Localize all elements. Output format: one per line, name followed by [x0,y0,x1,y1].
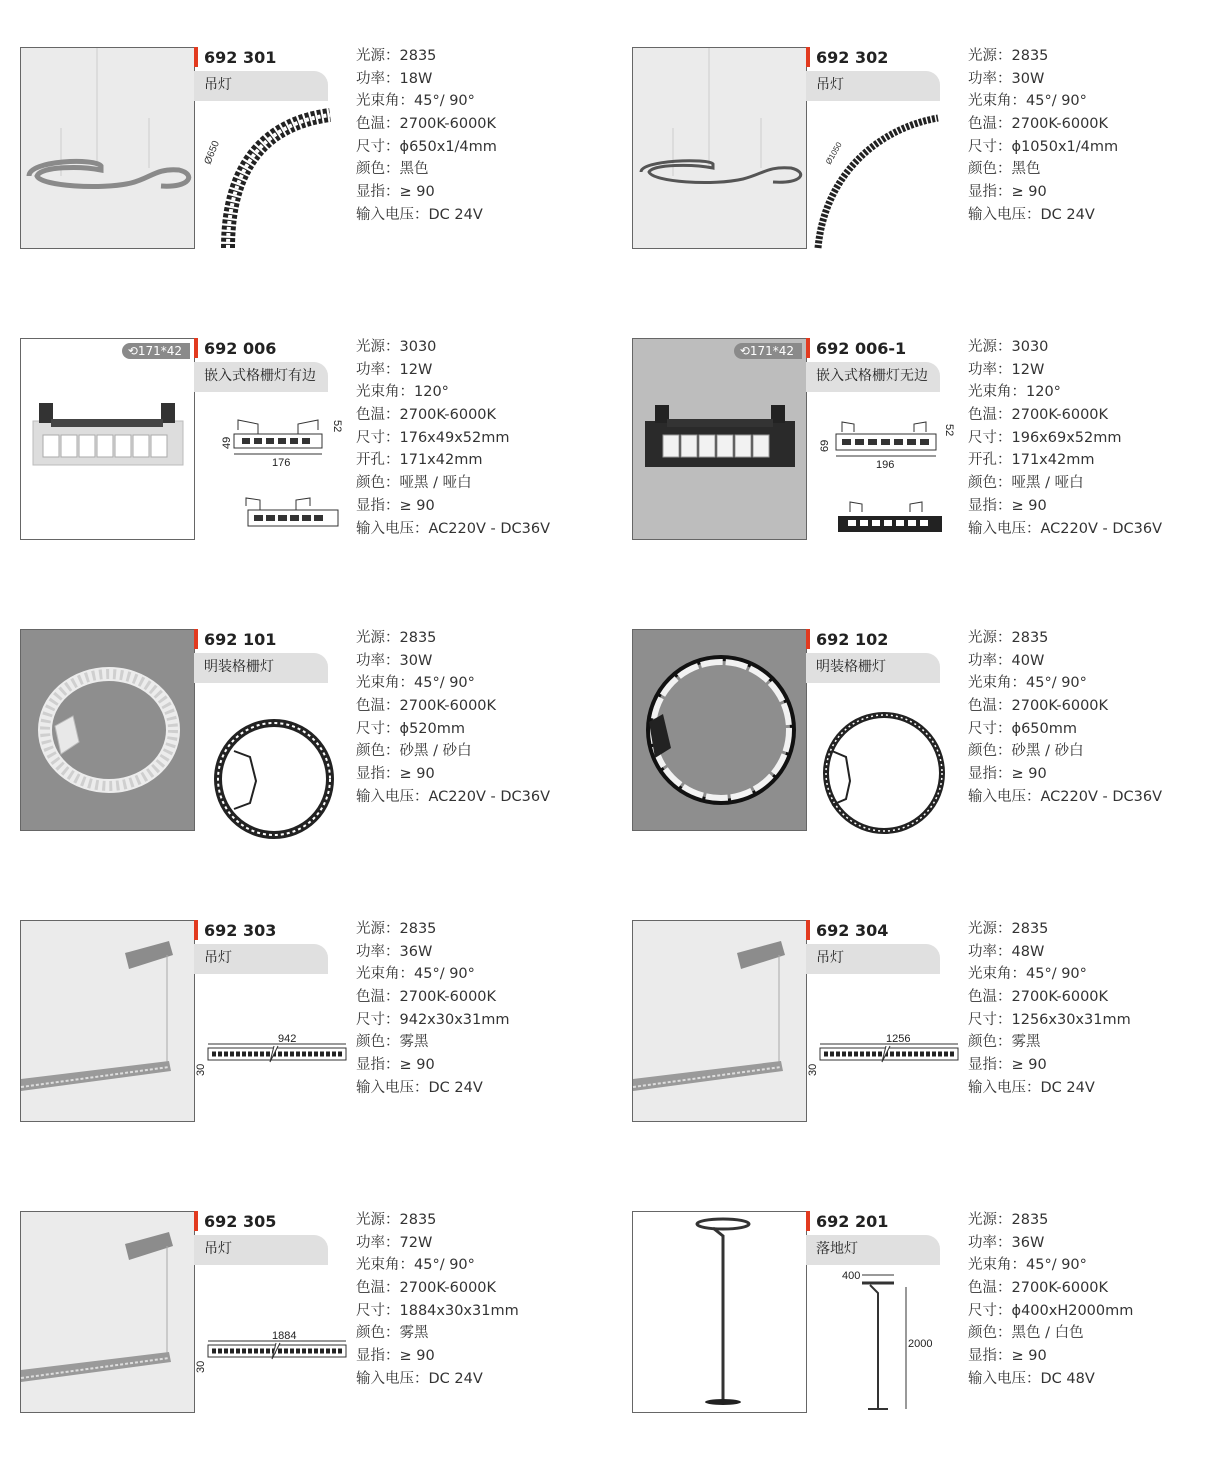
height-label: 49 [221,436,233,449]
spec-cri: 显指：≥ 90 [356,184,435,201]
spec-cri: 显指：≥ 90 [968,1348,1047,1365]
dimension-drawing [198,394,343,543]
spec-power: 功率：30W [356,652,433,669]
height-label: 30 [195,1063,207,1076]
code-marker [194,920,198,940]
spec-color-temp: 色温：2700K-6000K [356,989,497,1006]
spec-cutout: 开孔：171x42mm [968,452,1095,469]
spec-voltage: 输入电压：AC220V - DC36V [968,788,1162,805]
spec-power: 功率：48W [968,943,1045,960]
spec-color-temp: 色温：2700K-6000K [356,116,497,133]
spec-power: 功率：12W [356,361,433,378]
product-code: 692 006-1 [816,339,907,358]
product-code: 692 302 [816,48,889,67]
spec-power: 功率：40W [968,652,1045,669]
spec-voltage: 输入电压：DC 24V [968,206,1095,223]
spec-color: 颜色：雾黑 [968,1034,1041,1051]
product-code: 692 201 [816,1212,889,1231]
spec-light-source: 光源：2835 [968,1212,1049,1228]
spec-power: 功率：72W [356,1234,433,1251]
width-label: 176 [272,457,291,469]
spec-size: 尺寸：196x69x52mm [968,429,1122,446]
code-marker [194,47,198,67]
height-label: 30 [195,1360,207,1373]
product-code: 692 303 [204,921,277,940]
spec-voltage: 输入电压：DC 24V [356,206,483,223]
code-marker [194,338,198,358]
spec-color-temp: 色温：2700K-6000K [968,1280,1109,1297]
spec-beam-angle: 光束角：120° [356,384,449,401]
product-code: 692 006 [204,339,277,358]
depth-label: 52 [331,420,343,433]
spec-power: 功率：12W [968,361,1045,378]
width-label: 400 [842,1270,861,1282]
product-code: 692 102 [816,630,889,649]
spec-light-source: 光源：3030 [356,339,437,355]
cutout-icon: ⟲ [127,344,138,358]
width-label: 1256 [886,1033,911,1045]
spec-color: 颜色：砂黑 / 砂白 [356,743,472,760]
spec-cri: 显指：≥ 90 [968,766,1047,783]
product-code: 692 305 [204,1212,277,1231]
dimension-drawing [195,976,338,1125]
spec-beam-angle: 光束角：45°/ 90° [968,1257,1087,1274]
spec-color-temp: 色温：2700K-6000K [968,698,1109,715]
product-card [20,47,610,249]
spec-power: 功率：36W [968,1234,1045,1251]
product-name: 吊灯 [204,950,232,966]
product-card [20,629,610,831]
spec-color: 颜色：雾黑 [356,1325,429,1342]
product-name: 嵌入式格栅灯无边 [816,368,928,384]
spec-size: 尺寸：176x49x52mm [356,429,510,446]
depth-label: 52 [943,424,955,437]
code-marker [806,920,810,940]
cutout-size: 171*42 [137,344,182,358]
product-card [632,1211,1222,1413]
spec-voltage: 输入电压：DC 24V [356,1370,483,1387]
spec-voltage: 输入电压：AC220V - DC36V [356,520,550,537]
spec-size: 尺寸：ϕ1050x1/4mm [968,138,1119,155]
spec-size: 尺寸：ϕ650x1/4mm [356,138,497,155]
spec-color-temp: 色温：2700K-6000K [968,407,1109,424]
product-name: 落地灯 [816,1241,858,1257]
product-name: 吊灯 [204,77,232,93]
dimension-drawing [810,685,950,834]
spec-cri: 显指：≥ 90 [356,1057,435,1074]
product-photo [632,629,807,831]
spec-light-source: 光源：2835 [356,630,437,646]
product-photo [632,47,807,249]
spec-power: 功率：18W [356,70,433,87]
product-photo [20,920,195,1122]
spec-voltage: 输入电压：DC 24V [356,1079,483,1096]
spec-cri: 显指：≥ 90 [968,497,1047,514]
spec-voltage: 输入电压：DC 48V [968,1370,1095,1387]
dimension-drawing [198,685,338,834]
cutout-icon: ⟲ [739,344,750,358]
spec-light-source: 光源：3030 [968,339,1049,355]
cutout-badge [122,343,190,359]
product-photo [632,338,807,540]
product-name: 吊灯 [816,950,844,966]
spec-list [356,627,550,809]
spec-beam-angle: 光束角：45°/ 90° [968,966,1087,983]
spec-color: 颜色：哑黑 / 哑白 [968,475,1084,492]
spec-light-source: 光源：2835 [968,48,1049,64]
spec-color-temp: 色温：2700K-6000K [968,116,1109,133]
spec-size: 尺寸：1884x30x31mm [356,1302,519,1319]
spec-beam-angle: 光束角：45°/ 90° [356,966,475,983]
spec-list [968,627,1162,809]
height-label: 30 [807,1063,819,1076]
product-card [632,920,1222,1122]
spec-light-source: 光源：2835 [356,48,437,64]
spec-size: 尺寸：ϕ520mm [356,720,465,737]
spec-beam-angle: 光束角：120° [968,384,1061,401]
product-name: 吊灯 [816,77,844,93]
product-photo [20,338,195,540]
spec-light-source: 光源：2835 [356,921,437,937]
product-photo [632,920,807,1122]
spec-color-temp: 色温：2700K-6000K [356,1280,497,1297]
spec-cri: 显指：≥ 90 [356,497,435,514]
spec-color-temp: 色温：2700K-6000K [968,989,1109,1006]
code-marker [806,47,810,67]
dimension-drawing [810,394,955,543]
spec-beam-angle: 光束角：45°/ 90° [356,1257,475,1274]
spec-list [356,336,550,540]
width-label: 942 [278,1033,297,1045]
product-card [632,47,1222,249]
spec-color: 颜色：哑黑 / 哑白 [356,475,472,492]
dimension-drawing [198,103,338,252]
code-marker [806,338,810,358]
spec-cri: 显指：≥ 90 [968,1057,1047,1074]
spec-color: 颜色：黑色 [968,161,1041,178]
dimension-drawing [810,1267,950,1416]
cutout-badge [734,343,802,359]
dimension-drawing [810,103,950,252]
spec-color-temp: 色温：2700K-6000K [356,698,497,715]
spec-color-temp: 色温：2700K-6000K [356,407,497,424]
spec-cri: 显指：≥ 90 [356,1348,435,1365]
height-label: 2000 [908,1338,933,1350]
product-card [20,338,610,540]
product-card [632,629,1222,831]
spec-cutout: 开孔：171x42mm [356,452,483,469]
spec-light-source: 光源：2835 [356,1212,437,1228]
dimension-label: Ø1050 [823,140,844,166]
spec-power: 功率：36W [356,943,433,960]
spec-size: 尺寸：ϕ650mm [968,720,1077,737]
product-name: 明装格栅灯 [816,659,886,675]
width-label: 1884 [272,1330,297,1342]
spec-voltage: 输入电压：AC220V - DC36V [968,520,1162,537]
dimension-drawing [807,976,950,1125]
height-label: 69 [819,439,831,452]
product-code: 692 301 [204,48,277,67]
product-photo [632,1211,807,1413]
spec-list [356,918,510,1100]
spec-size: 尺寸：1256x30x31mm [968,1011,1131,1028]
spec-beam-angle: 光束角：45°/ 90° [356,93,475,110]
code-marker [806,1211,810,1231]
product-card [632,338,1222,540]
spec-size: 尺寸：942x30x31mm [356,1011,510,1028]
spec-color: 颜色：砂黑 / 砂白 [968,743,1084,760]
spec-color: 颜色：黑色 [356,161,429,178]
dimension-label: Ø650 [202,139,222,167]
product-code: 692 304 [816,921,889,940]
product-name: 吊灯 [204,1241,232,1257]
product-name: 嵌入式格栅灯有边 [204,368,316,384]
code-marker [194,629,198,649]
spec-list [968,45,1118,227]
spec-cri: 显指：≥ 90 [356,766,435,783]
code-marker [806,629,810,649]
spec-list [968,918,1131,1100]
spec-power: 功率：30W [968,70,1045,87]
dimension-drawing [195,1267,338,1416]
spec-voltage: 输入电压：DC 24V [968,1079,1095,1096]
spec-size: 尺寸：ϕ400xH2000mm [968,1302,1134,1319]
product-photo [20,47,195,249]
width-label: 196 [876,459,895,471]
spec-list [968,1209,1133,1391]
product-card [20,920,610,1122]
cutout-size: 171*42 [749,344,794,358]
product-photo [20,1211,195,1413]
product-card [20,1211,610,1413]
spec-list [356,45,497,227]
spec-light-source: 光源：2835 [968,630,1049,646]
spec-light-source: 光源：2835 [968,921,1049,937]
product-photo [20,629,195,831]
spec-list [968,336,1162,540]
spec-list [356,1209,519,1391]
spec-cri: 显指：≥ 90 [968,184,1047,201]
spec-color: 颜色：黑色 / 白色 [968,1325,1084,1342]
spec-color: 颜色：雾黑 [356,1034,429,1051]
product-code: 692 101 [204,630,277,649]
spec-beam-angle: 光束角：45°/ 90° [968,93,1087,110]
spec-voltage: 输入电压：AC220V - DC36V [356,788,550,805]
code-marker [194,1211,198,1231]
spec-beam-angle: 光束角：45°/ 90° [356,675,475,692]
product-name: 明装格栅灯 [204,659,274,675]
spec-beam-angle: 光束角：45°/ 90° [968,675,1087,692]
